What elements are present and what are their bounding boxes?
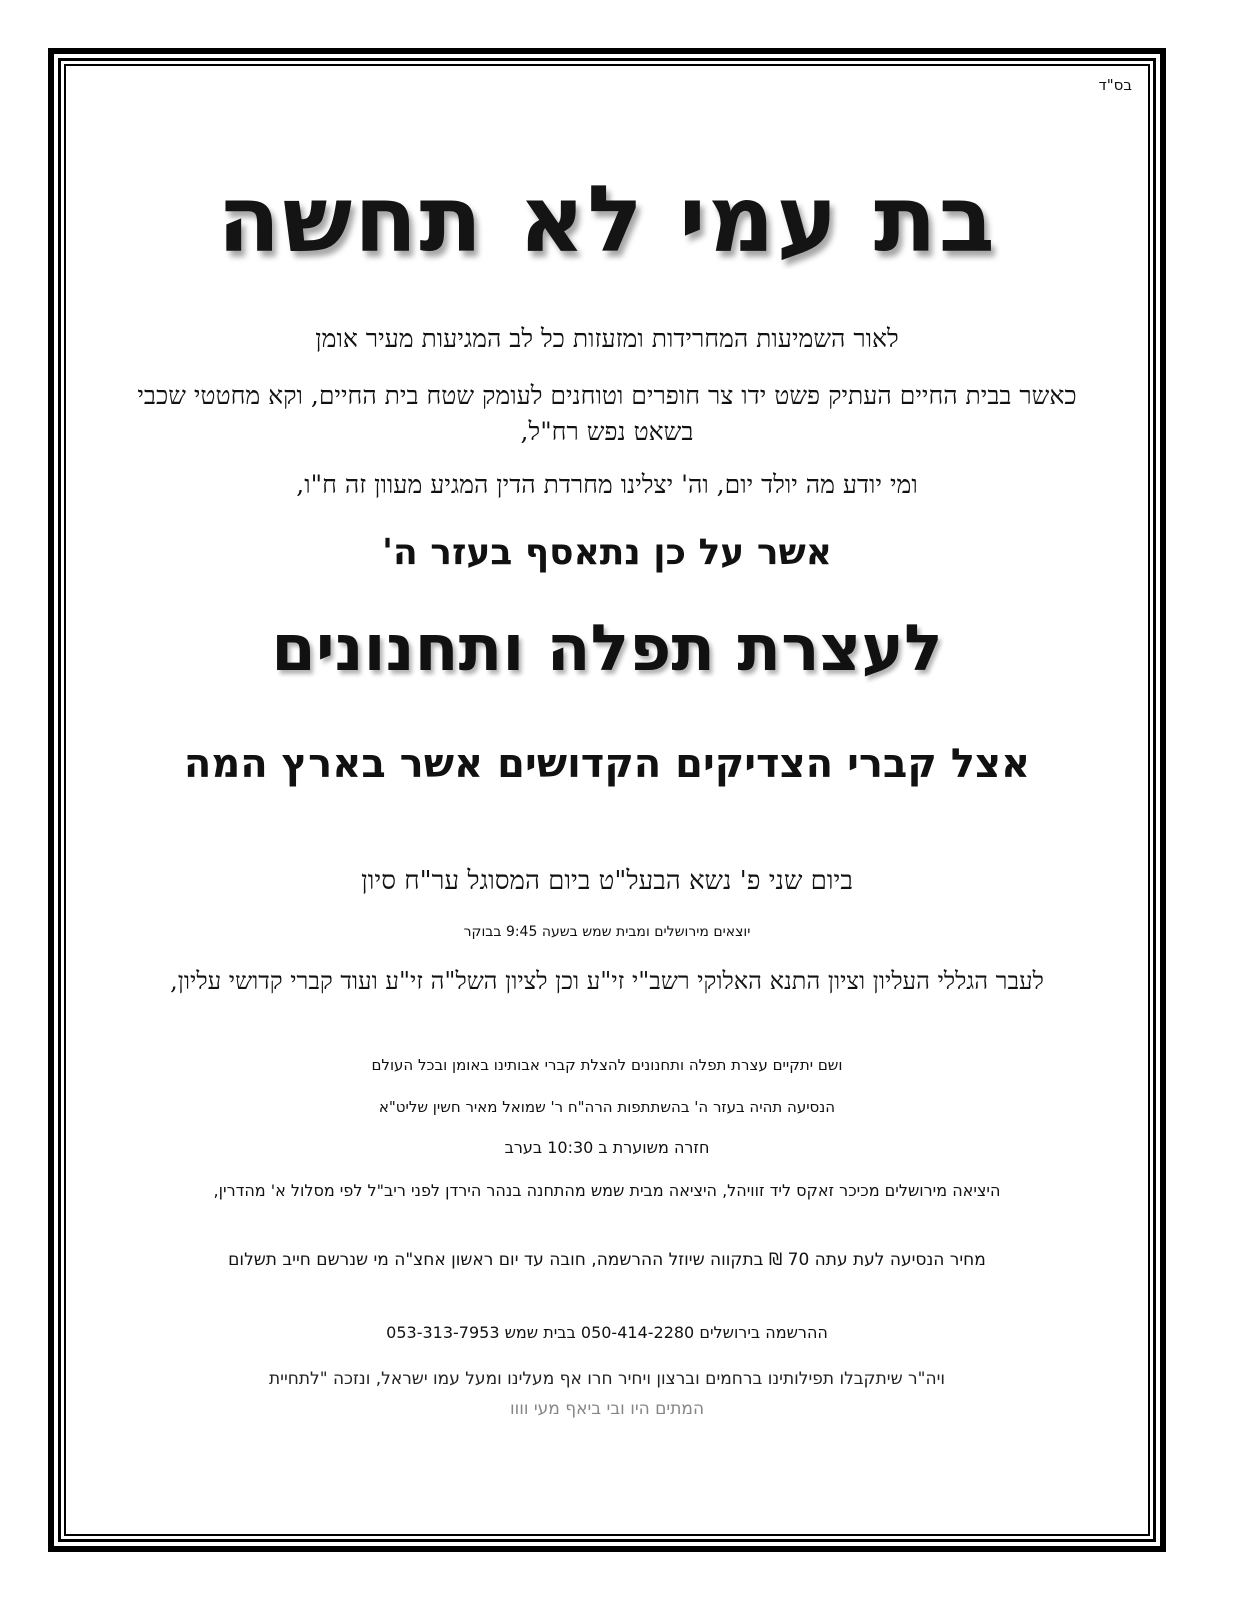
route-line: לעבר הגללי העליון וציון התנא האלוקי רשב"י זי"ע וכן לציון השל"ה זי"ע ועוד קברי קדושי עליון, [170,967,1044,995]
intro-line-1: לאור השמיעות המחרידות ומזעזות כל לב המגיעות מעיר אומן [315,324,899,353]
intro-line-2: כאשר בבית החיים העתיק פשט ידו צר חופרים וטוחנים לעומק שטח בית החיים, וקא מחטטי שכבי בשאט נפש רח"ל, [137,381,1077,446]
bsd-mark: בס"ד [1098,76,1132,94]
intro-line-3: ומי יודע מה יולד יום, וה' יצלינו מחרדת הדין המגיע מעוון זה ח"ו, [296,470,918,499]
location-title: אצל קברי הצדיקים הקדושים אשר בארץ המה [183,741,1031,787]
prayer-line: ושם יתקיים עצרת תפלה ותחנונים להצלת קברי אבותינו באומן ובכל העולם [371,1056,843,1074]
closing-line-2: המתים היו ובי ביאף מעי וווו [509,1399,705,1419]
return-line: חזרה משוערת ב 10:30 בערב [504,1138,710,1157]
registration-line: ההרשמה בירושלים 050-414-2280 בבית שמש 053-313-7953 [386,1323,828,1342]
headline: בת עמי לא תחשה [217,166,997,273]
pickup-line: היציאה מירושלים מכיכר זאקס ליד זוויהל, היציאה מבית שמש מהתחנה בנהר הירדן לפני ריב"ל לפי מסלול א' מהדרין, [213,1181,1001,1200]
closing-line-1: ויה"ר שיתקבלו תפילותינו ברחמים וברצון ויחיר חרו אף מעלינו ומעל עמו ישראל, ונזכה "לתחיית [269,1369,945,1389]
escort-line: הנסיעה תהיה בעזר ה' בהשתתפות הרה"ח ר' שמואל מאיר חשין שליט"א [378,1098,836,1116]
poster-content [66,66,1148,1534]
departure-line: יוצאים מירושלים ומבית שמש בשעה 9:45 בבוקר [463,924,751,940]
price-line: מחיר הנסיעה לעת עתה 70 ₪ בתקווה שיוזל ההרשמה, חובה עד יום ראשון אחצ"ה מי שנרשם חייב תשלום [228,1250,986,1270]
closing-text [136,1364,1078,1424]
date-line: ביום שני פ' נשא הבעל"ט ביום המסוגל ער"ח סיון [361,866,853,896]
gathering-heading: אשר על כן נתאסף בעזר ה' [382,532,832,573]
main-title: לעצרת תפלה ותחנונים [271,612,943,686]
